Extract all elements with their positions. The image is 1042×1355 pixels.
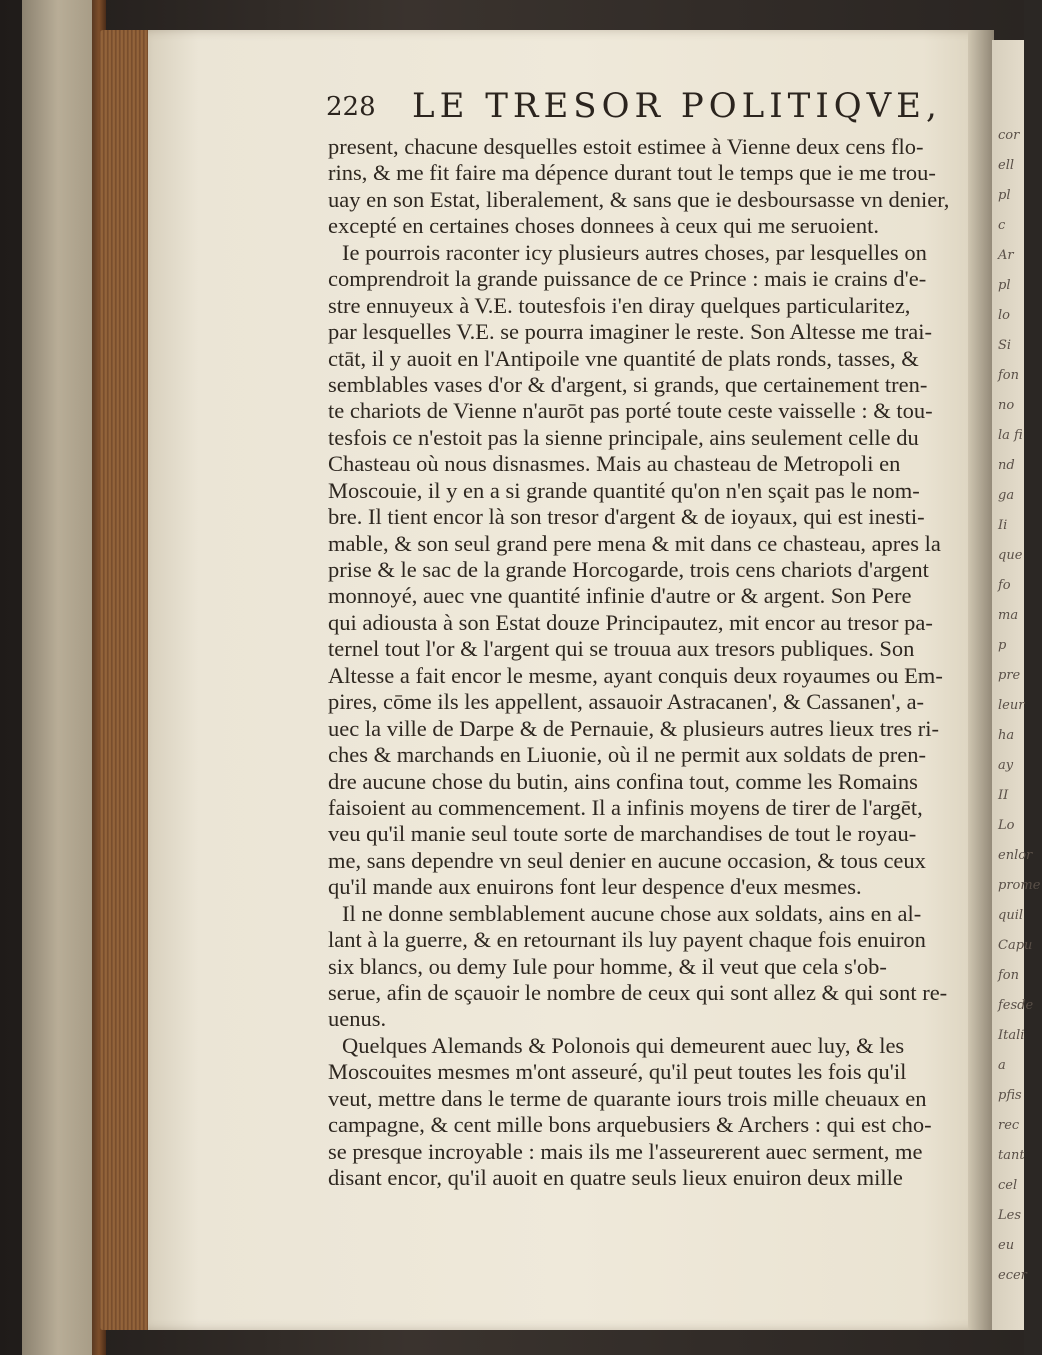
text-line: semblables vases d'or & d'argent, si grands, que certainement tren- [328, 371, 928, 397]
facing-fragment: rec [998, 1118, 1020, 1133]
facing-fragment: lo [998, 308, 1010, 323]
text-line: ternel tout l'or & l'argent qui se trouua aux tresors publiques. Son [328, 636, 915, 662]
facing-fragment: p [998, 638, 1007, 653]
facing-fragment: fesde [998, 998, 1034, 1013]
facing-fragment: Si [998, 338, 1012, 353]
text-line: ctāt, il y auoit en l'Antipoile vne quantité de plats ronds, tasses, & [328, 345, 919, 371]
text-line: qui adiousta à son Estat douze Principautez, mit encor au tresor pa- [328, 609, 933, 635]
facing-fragment: no [998, 398, 1015, 413]
facing-fragment: ha [998, 728, 1015, 743]
facing-fragment: pfis [998, 1088, 1022, 1103]
text-line: te chariots de Vienne n'aurōt pas porté toute ceste vaisselle : & tou- [328, 398, 933, 424]
facing-fragment: Ar [998, 248, 1014, 263]
facing-fragment: a [998, 1058, 1006, 1073]
text-line: qu'il mande aux enuirons font leur despence d'eux mesmes. [328, 874, 862, 900]
text-line: Il ne donne semblablement aucune chose aux soldats, ains en al- [342, 900, 922, 926]
text-line: bre. Il tient encor là son tresor d'argent & de ioyaux, qui est inesti- [328, 504, 925, 530]
facing-fragment: Les [998, 1208, 1021, 1223]
facing-fragment: la fi [998, 428, 1023, 443]
facing-fragment: II [998, 788, 1009, 803]
facing-page-edge [992, 40, 1041, 1330]
facing-fragment: que [998, 548, 1023, 563]
page-number: 228 [326, 92, 376, 122]
text-line: me, sans dependre vn seul denier en aucune occasion, & tous ceux [328, 847, 926, 873]
text-line: par lesquelles V.E. se pourra imaginer le reste. Son Altesse me trai- [328, 319, 933, 345]
facing-fragment: Itali [998, 1028, 1025, 1043]
text-line: comprendroit la grande puissance de ce Prince : mais ie crains d'e- [328, 266, 927, 292]
facing-fragment: quil [998, 908, 1024, 923]
text-line: veu qu'il manie seul toute sorte de marchandises de tout le royau- [328, 821, 917, 847]
facing-fragment: Ii [998, 518, 1008, 533]
text-line: pires, cōme ils les appellent, assauoir Astracanen', & Cassanen', a- [328, 689, 925, 715]
facing-fragment: pl [998, 278, 1011, 293]
text-line: mable, & son seul grand pere mena & mit dans ce chasteau, apres la [328, 530, 941, 556]
facing-fragment: pre [998, 668, 1021, 683]
facing-fragment: ma [998, 608, 1019, 623]
text-line: excepté en certaines choses donnees à ceux qui me seruoient. [328, 213, 880, 239]
facing-fragment: ga [998, 488, 1015, 503]
text-line: prise & le sac de la grande Horcogarde, trois cens chariots d'argent [328, 557, 929, 582]
text-line: present, chacune desquelles estoit estimee à Vienne deux cens flo- [328, 134, 924, 159]
text-line: tesfois ce n'estoit pas la sienne principale, ains seulement celle du [328, 424, 919, 450]
facing-fragment: cel [998, 1178, 1018, 1193]
facing-fragment: c [998, 218, 1006, 233]
book-gutter [968, 30, 994, 1330]
running-head: LE TRESOR POLITIQVE, [412, 86, 942, 126]
text-line: lant à la guerre, & en retournant ils luy payent chaque fois enuiron [328, 927, 926, 953]
text-line: faisoient au commencement. Il a infinis moyens de tirer de l'argēt, [328, 794, 923, 820]
facing-fragment: fo [998, 578, 1011, 593]
facing-fragment: fon [998, 368, 1020, 383]
text-line: Ie pourrois raconter icy plusieurs autres choses, par lesquelles on [342, 239, 927, 265]
facing-fragment: ell [998, 158, 1015, 173]
text-line: veut, mettre dans le terme de quarante iours trois mille cheuaux en [328, 1085, 927, 1111]
text-line: dre aucune chose du butin, ains confina tout, comme les Romains [328, 768, 918, 794]
text-line: disant encor, qu'il auoit en quatre seuls lieux enuiron deux mille [328, 1165, 903, 1191]
facing-fragment: eu [998, 1238, 1015, 1253]
text-line: Quelques Alemands & Polonois qui demeurent auec luy, & les [342, 1032, 905, 1058]
text-line: campagne, & cent mille bons arquebusiers & Archers : qui est cho- [328, 1112, 932, 1138]
facing-fragment: ecer [998, 1268, 1027, 1283]
facing-fragment: pl [998, 188, 1011, 203]
text-line: six blancs, ou demy Iule pour homme, & il veut que cela s'ob- [328, 953, 887, 979]
page-body-text [328, 134, 968, 1192]
text-line: se presque incroyable : mais ils me l'asseurerent auec serment, me [328, 1138, 923, 1164]
text-line: uec la ville de Darpe & de Pernauie, & plusieurs autres lieux tres ri- [328, 715, 940, 741]
facing-fragment: enlor [998, 848, 1033, 863]
text-line: Moscouie, il y en a si grande quantité qu'on n'en sçait pas le nom- [328, 477, 920, 503]
text-line: rins, & me fit faire ma dépence durant tout le temps que ie me trou- [328, 160, 936, 186]
facing-fragment: leur [998, 698, 1025, 713]
facing-fragment: ay [998, 758, 1014, 773]
text-line: Altesse a fait encor le mesme, ayant conquis deux royaumes ou Em- [328, 662, 943, 688]
text-line: ches & marchands en Liuonie, où il ne permit aux soldats de pren- [328, 742, 926, 768]
facing-fragment: Capu [998, 938, 1033, 953]
text-line: stre ennuyeux à V.E. toutesfois i'en diray quelques particularitez, [328, 292, 911, 318]
text-line: serue, afin de sçauoir le nombre de ceux qui sont allez & qui sont re- [328, 980, 948, 1005]
facing-fragment: cor [998, 128, 1020, 143]
facing-fragment: fon [998, 968, 1020, 983]
facing-fragment: prome [998, 878, 1041, 893]
facing-fragment: nd [998, 458, 1015, 473]
text-line: monnoyé, auec vne quantité infinie d'autre or & argent. Son Pere [328, 583, 912, 609]
text-line: uenus. [328, 1006, 387, 1032]
facing-fragment: Lo [998, 818, 1015, 833]
book-cover-board [22, 0, 102, 1355]
text-line: Chasteau où nous disnasmes. Mais au chasteau de Metropoli en [328, 451, 901, 477]
facing-fragment: tant [998, 1148, 1025, 1163]
text-line: Moscouites mesmes m'ont asseuré, qu'il peut toutes les fois qu'il [328, 1059, 907, 1085]
text-line: uay en son Estat, liberalement, & sans que ie desboursasse vn denier, [328, 186, 950, 212]
page-fore-edge [100, 30, 152, 1330]
